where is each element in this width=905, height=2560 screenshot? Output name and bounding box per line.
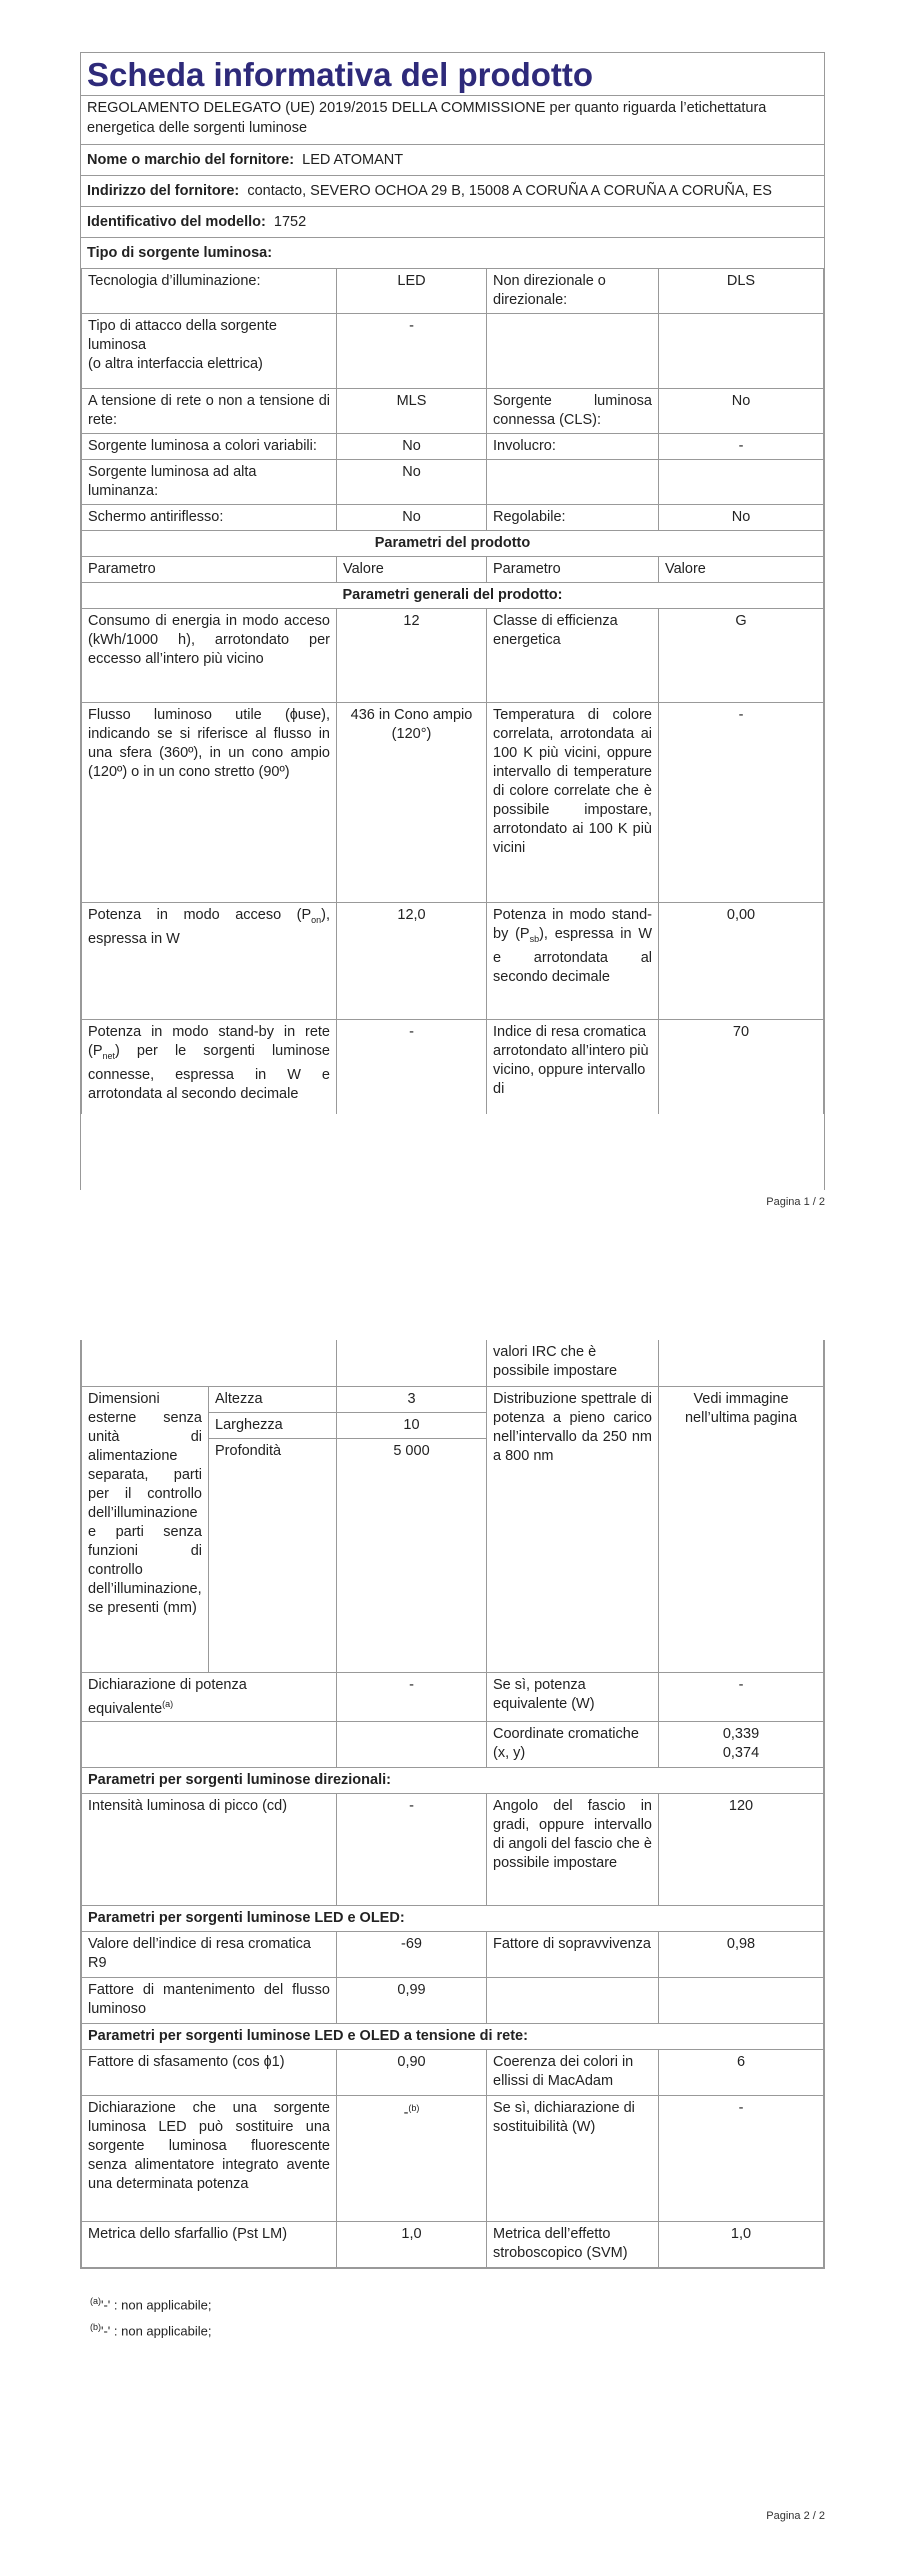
section-header: Parametri generali del prodotto: [82,583,824,609]
section-header: Parametri del prodotto [82,531,824,557]
table-row: Tecnologia d’illuminazione: LED Non direzionale o direzionale: DLS [82,269,824,314]
table-row: Intensità luminosa di picco (cd) - Angolo del fascio in gradi, oppure intervallo di angoli del fascio che è possibile impostare 120 [82,1794,824,1906]
table-row: Dichiarazione che una sorgente luminosa LED può sostituire una sorgente luminosa fluorescente senza alimentatore integrato avente una determinata potenza -$^{(b)}$ Se sì, dichiarazione di sostituibilità (W) - [82,2096,824,2222]
table-row: Fattore di sfasamento (cos ɸ1) 0,90 Coerenza dei colori in ellissi di MacAdam 6 [82,2050,824,2096]
section-header: Parametri per sorgenti luminose LED e OLED: [82,1906,824,1932]
page-number: Pagina 2 / 2 [766,2510,825,2522]
column-header-row: Parametro Valore Parametro Valore [82,557,824,583]
table-row: Flusso luminoso utile (ɸuse), indicando se si riferisce al flusso in una sfera (360º), in un cono ampio (120º) o in un cono stretto (90º) 436 in Cono ampio (120°) Temperatura di colore correlata, arrotondata ai 100 K più vicini, oppure intervallo di temperature di colore correlate che è possibile impostare, arrotondato ai 100 K più vicini - [82,703,824,903]
section-header: Parametri per sorgenti luminose LED e OLED a tensione di rete: [82,2024,824,2050]
table-row: Dimensioni esterne senza unità di alimentazione separata, parti per il controllo dell’illuminazione e parti senza funzioni di controllo dell’illuminazione, se presenti (mm) Altezza 3 Distribuzione spettrale di potenza a pieno carico nell’intervallo da 250 nm a 800 nm Vedi immagine nell’ultima pagina [82,1386,824,1412]
table-row: Potenza in modo acceso $(P_{on})$, espressa in W 12,0 Potenza in modo stand-by $(P_{sb})$, espressa in W e arrotondata al secondo decimale 0,00 [82,903,824,1020]
page2-table [81,1340,824,2268]
supplier-value: LED ATOMANT [302,152,404,168]
table-row: Consumo di energia in modo acceso (kWh/1000 h), arrotondato per eccesso all’intero più vicino 12 Classe di efficienza energetica G [82,609,824,703]
table-row: Potenza in modo stand-by in rete $(P_{net})$ per le sorgenti luminose connesse, espressa in W e arrotondata al secondo decimale - Indice di resa cromatica arrotondato all’intero più vicino, oppure intervallo di 70 [82,1020,824,1114]
page-number: Pagina 1 / 2 [766,1196,825,1208]
type-header: Tipo di sorgente luminosa: [81,237,824,268]
page-title: Scheda informativa del prodotto [81,53,824,96]
address-row: Indirizzo del fornitore: contacto, SEVERO OCHOA 29 B, 15008 A CORUÑA A CORUÑA A CORUÑA, ES [81,175,824,206]
footnote-b: $^{(b)}$'-' : non applicabile; [90,2322,212,2339]
footnote-a: $^{(a)}$'-' : non applicabile; [90,2296,212,2313]
supplier-row: Nome o marchio del fornitore: LED ATOMANT [81,144,824,175]
page1-table [81,268,824,1114]
table-row: Sorgente luminosa ad alta luminanza: No [82,460,824,505]
table-row: Larghezza 10 [82,1412,824,1438]
table-row: valori IRC che è possibile impostare [82,1340,824,1386]
page-2 [80,1340,825,2269]
table-row: Dichiarazione di potenza equivalente$^{(a)}$ - Se sì, potenza equivalente (W) - [82,1672,824,1722]
table-row: Fattore di mantenimento del flusso luminoso 0,99 [82,1978,824,2024]
table-row: Schermo antiriflesso: No Regolabile: No [82,505,824,531]
section-header: Parametri per sorgenti luminose direzionali: [82,1768,824,1794]
table-row: Valore dell’indice di resa cromatica R9 -69 Fattore di sopravvivenza 0,98 [82,1932,824,1978]
regulation-intro: REGOLAMENTO DELEGATO (UE) 2019/2015 DELLA COMMISSIONE per quanto riguarda l’etichettatura energetica delle sorgenti luminose [87,100,767,136]
page-1 [80,52,825,1190]
table-row: Profondità 5 000 [82,1438,824,1672]
model-value: 1752 [273,214,307,230]
table-row: Metrica dello sfarfallio (Pst LM) 1,0 Metrica dell’effetto stroboscopico (SVM) 1,0 [82,2222,824,2268]
address-value: contacto, SEVERO OCHOA 29 B, 15008 A CORUÑA A CORUÑA A CORUÑA, ES [247,183,772,199]
table-row: Coordinate cromatiche (x, y) 0,339 0,374 [82,1722,824,1768]
model-row: Identificativo del modello: 1752 [81,206,824,237]
table-row: Sorgente luminosa a colori variabili: No Involucro: - [82,434,824,460]
table-row: Tipo di attacco della sorgente luminosa (o altra interfaccia elettrica) - [82,314,824,389]
table-row: A tensione di rete o non a tensione di rete: MLS Sorgente luminosa connessa (CLS): No [82,389,824,434]
